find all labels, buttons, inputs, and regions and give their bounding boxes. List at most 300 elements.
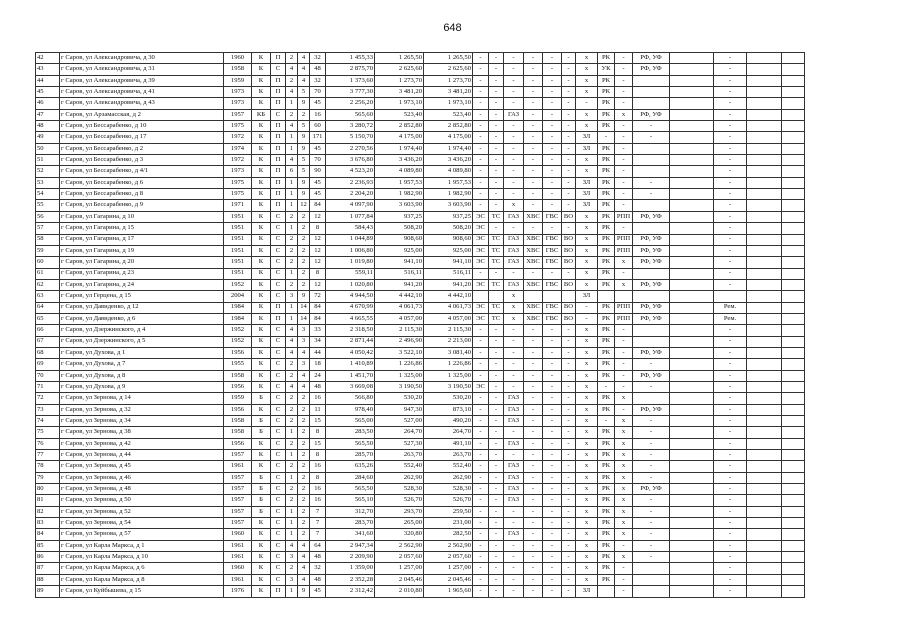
table-cell: г Саров, ул Зернова, д 52 xyxy=(60,506,224,517)
table-cell xyxy=(670,64,714,75)
table-cell: 46 xyxy=(36,98,60,109)
table-row xyxy=(36,347,805,358)
table-cell: 2 xyxy=(286,393,298,404)
table-cell: ГАЗ xyxy=(504,416,524,427)
table-cell: 69 xyxy=(36,359,60,370)
table-cell: РК xyxy=(598,393,615,404)
table-cell: - xyxy=(543,540,562,551)
table-cell: г Саров, ул Бессарабенко, д 4/1 xyxy=(60,166,224,177)
table-cell: 2 xyxy=(286,438,298,449)
table-cell: - xyxy=(543,586,562,597)
table-cell: 4 xyxy=(286,64,298,75)
table-cell: - xyxy=(714,121,747,132)
table-cell: РК xyxy=(598,574,615,585)
table-cell: РФ, УФ xyxy=(633,257,670,268)
table-cell: 566,80 xyxy=(326,393,375,404)
table-cell xyxy=(598,291,615,302)
table-cell: РК xyxy=(598,506,615,517)
table-cell: 56 xyxy=(36,211,60,222)
table-cell xyxy=(473,291,489,302)
table-cell: - xyxy=(615,132,633,143)
table-cell: г Саров, ул Бессарабенко, д 3 xyxy=(60,155,224,166)
table-cell: - xyxy=(615,359,633,370)
table-cell: 1 xyxy=(286,506,298,517)
table-cell: - xyxy=(714,540,747,551)
table-cell xyxy=(747,143,782,154)
table-cell: - xyxy=(524,370,543,381)
table-cell: г Саров, ул Зернова, д 42 xyxy=(60,438,224,449)
table-cell: 873,10 xyxy=(424,404,473,415)
table-cell: 5 xyxy=(298,166,310,177)
table-cell xyxy=(782,393,805,404)
table-cell: Б xyxy=(252,393,271,404)
table-cell: х xyxy=(615,461,633,472)
table-cell: 2 318,50 xyxy=(326,325,375,336)
table-cell xyxy=(670,245,714,256)
table-row xyxy=(36,540,805,551)
table-cell: - xyxy=(524,200,543,211)
table-cell: 48 xyxy=(310,381,326,392)
table-cell: 530,20 xyxy=(375,393,424,404)
table-cell: - xyxy=(489,143,504,154)
table-cell: 2 625,60 xyxy=(375,64,424,75)
table-cell: - xyxy=(489,461,504,472)
table-cell: 70 xyxy=(310,155,326,166)
table-cell xyxy=(782,109,805,120)
table-cell xyxy=(782,121,805,132)
table-cell: 2 xyxy=(298,211,310,222)
table-cell: РК xyxy=(598,484,615,495)
table-cell xyxy=(782,279,805,290)
table-cell: РК xyxy=(598,223,615,234)
table-cell: - xyxy=(489,75,504,86)
table-cell: 1 xyxy=(286,302,298,313)
table-cell: К xyxy=(252,438,271,449)
table-cell: РК xyxy=(598,540,615,551)
table-cell: - xyxy=(714,279,747,290)
table-cell: 4 xyxy=(286,87,298,98)
table-cell: - xyxy=(714,506,747,517)
table-cell: - xyxy=(524,155,543,166)
table-cell: 4 061,73 xyxy=(424,302,473,313)
table-cell: 283,70 xyxy=(326,518,375,529)
table-cell: 3 522,10 xyxy=(375,347,424,358)
table-cell: - xyxy=(473,177,489,188)
table-cell: - xyxy=(562,518,576,529)
table-cell: г Саров, ул Духова, д 9 xyxy=(60,381,224,392)
table-cell: х xyxy=(576,336,598,347)
table-cell xyxy=(747,177,782,188)
table-cell: П xyxy=(271,53,286,64)
table-cell: С xyxy=(271,450,286,461)
table-cell: С xyxy=(271,347,286,358)
table-cell: х xyxy=(615,472,633,483)
table-cell: 42 xyxy=(36,53,60,64)
table-cell: РК xyxy=(598,347,615,358)
table-cell: 12 xyxy=(310,211,326,222)
table-cell: - xyxy=(615,223,633,234)
table-cell xyxy=(633,87,670,98)
table-cell: 2 312,42 xyxy=(326,586,375,597)
table-cell xyxy=(747,586,782,597)
table-cell: 48 xyxy=(310,552,326,563)
table-cell: 15 xyxy=(310,416,326,427)
table-cell: х xyxy=(576,484,598,495)
table-cell: - xyxy=(489,223,504,234)
table-cell: ЭС xyxy=(473,245,489,256)
table-cell: 1959 xyxy=(224,75,252,86)
table-cell: - xyxy=(543,189,562,200)
table-cell: - xyxy=(562,574,576,585)
table-cell: К xyxy=(252,155,271,166)
table-cell: РПП xyxy=(615,245,633,256)
table-cell: г Саров, ул Карла Маркса, д 10 xyxy=(60,552,224,563)
table-cell: 1975 xyxy=(224,189,252,200)
table-cell: - xyxy=(489,347,504,358)
table-cell: 1975 xyxy=(224,121,252,132)
table-cell: 1 325,00 xyxy=(424,370,473,381)
table-cell: С xyxy=(271,484,286,495)
table-cell: г Саров, ул Давиденко, д 6 xyxy=(60,313,224,324)
table-cell: К xyxy=(252,450,271,461)
table-cell: П xyxy=(271,132,286,143)
table-cell: 264,70 xyxy=(375,427,424,438)
table-row xyxy=(36,416,805,427)
table-cell: х xyxy=(615,552,633,563)
table-cell: х xyxy=(615,484,633,495)
table-cell xyxy=(670,484,714,495)
table-row xyxy=(36,438,805,449)
table-cell: г Саров, ул Дзержинского, д 4 xyxy=(60,325,224,336)
table-cell: - xyxy=(524,404,543,415)
table-cell xyxy=(782,359,805,370)
table-cell xyxy=(670,540,714,551)
table-cell: 2 045,46 xyxy=(424,574,473,585)
table-cell xyxy=(670,370,714,381)
table-cell xyxy=(615,291,633,302)
table-cell: - xyxy=(543,484,562,495)
table-cell: - xyxy=(543,381,562,392)
table-cell: - xyxy=(524,359,543,370)
table-cell: С xyxy=(271,245,286,256)
table-cell xyxy=(747,438,782,449)
table-cell: 9 xyxy=(298,189,310,200)
table-cell: г Саров, ул Гагарина, д 20 xyxy=(60,257,224,268)
table-cell: х xyxy=(615,438,633,449)
table-cell: С xyxy=(271,506,286,517)
table-cell: - xyxy=(524,166,543,177)
table-cell: х xyxy=(576,234,598,245)
page-number: 648 xyxy=(443,22,462,34)
table-cell: - xyxy=(543,427,562,438)
table-row xyxy=(36,518,805,529)
table-cell: 16 xyxy=(310,109,326,120)
table-cell: ГАЗ xyxy=(504,484,524,495)
table-cell xyxy=(747,404,782,415)
table-cell: 1960 xyxy=(224,563,252,574)
table-cell: - xyxy=(473,586,489,597)
table-cell: С xyxy=(271,291,286,302)
table-cell: - xyxy=(543,506,562,517)
table-cell: РК xyxy=(598,495,615,506)
table-cell: РФ, УФ xyxy=(633,370,670,381)
table-cell: - xyxy=(543,552,562,563)
table-cell: 284,60 xyxy=(326,472,375,483)
table-cell: - xyxy=(714,574,747,585)
table-cell: РК xyxy=(598,370,615,381)
table-cell: - xyxy=(562,75,576,86)
table-cell: ТС xyxy=(489,234,504,245)
table-cell: - xyxy=(524,109,543,120)
table-cell: - xyxy=(615,347,633,358)
table-cell: х xyxy=(576,257,598,268)
table-cell: - xyxy=(489,472,504,483)
table-cell: 5 150,70 xyxy=(326,132,375,143)
table-cell: - xyxy=(473,450,489,461)
table-cell xyxy=(782,540,805,551)
table-cell: 5 xyxy=(298,87,310,98)
table-cell: 947,30 xyxy=(375,404,424,415)
table-cell: ВО xyxy=(562,313,576,324)
table-cell: 83 xyxy=(36,518,60,529)
table-cell: 2 xyxy=(286,461,298,472)
table-cell: - xyxy=(615,98,633,109)
table-cell xyxy=(747,64,782,75)
table-cell xyxy=(747,450,782,461)
table-cell: П xyxy=(271,313,286,324)
table-cell: г Саров, ул Бессарабенко, д 9 xyxy=(60,200,224,211)
table-cell: 1 973,10 xyxy=(375,98,424,109)
table-cell: - xyxy=(714,529,747,540)
table-cell: ГАЗ xyxy=(504,234,524,245)
table-cell: П xyxy=(271,302,286,313)
table-cell: 2 204,20 xyxy=(326,189,375,200)
table-cell: ЗЛ xyxy=(576,189,598,200)
table-cell: 635,26 xyxy=(326,461,375,472)
table-cell: 3 xyxy=(286,574,298,585)
table-cell: - xyxy=(504,563,524,574)
table-cell: 1960 xyxy=(224,53,252,64)
table-cell: - xyxy=(524,64,543,75)
table-cell: Б xyxy=(252,416,271,427)
table-cell: 1 077,84 xyxy=(326,211,375,222)
table-cell: - xyxy=(504,586,524,597)
table-cell: г Саров, ул Зернова, д 14 xyxy=(60,393,224,404)
table-cell: х xyxy=(504,302,524,313)
table-cell xyxy=(670,506,714,517)
table-cell xyxy=(670,313,714,324)
table-cell: 71 xyxy=(36,381,60,392)
table-cell xyxy=(670,223,714,234)
table-cell: 1 982,90 xyxy=(424,189,473,200)
table-cell: - xyxy=(543,75,562,86)
table-cell xyxy=(633,563,670,574)
table-cell: х xyxy=(576,552,598,563)
table-cell xyxy=(782,472,805,483)
table-cell: 262,90 xyxy=(375,472,424,483)
table-row xyxy=(36,529,805,540)
table-cell: х xyxy=(576,279,598,290)
table-cell xyxy=(782,427,805,438)
table-cell: - xyxy=(504,381,524,392)
table-cell xyxy=(747,291,782,302)
table-cell xyxy=(747,279,782,290)
table-cell: РК xyxy=(598,279,615,290)
table-cell: - xyxy=(524,177,543,188)
table-cell: - xyxy=(714,109,747,120)
table-cell: 70 xyxy=(36,370,60,381)
table-row xyxy=(36,552,805,563)
table-cell: ГВС xyxy=(543,245,562,256)
table-cell: - xyxy=(473,121,489,132)
table-cell: РК xyxy=(598,268,615,279)
table-row xyxy=(36,291,805,302)
table-cell: К xyxy=(252,461,271,472)
table-cell xyxy=(747,518,782,529)
table-cell: - xyxy=(714,325,747,336)
table-cell: П xyxy=(271,189,286,200)
table-cell: г Саров, ул Гагарина, д 23 xyxy=(60,268,224,279)
table-cell: - xyxy=(543,166,562,177)
table-cell: ТС xyxy=(489,313,504,324)
table-cell: 4 xyxy=(286,121,298,132)
table-cell: - xyxy=(562,461,576,472)
table-cell: 1951 xyxy=(224,234,252,245)
table-cell: - xyxy=(524,450,543,461)
table-cell: - xyxy=(562,132,576,143)
table-cell: С xyxy=(271,563,286,574)
table-cell: 1 325,00 xyxy=(375,370,424,381)
table-cell xyxy=(747,563,782,574)
table-cell xyxy=(633,336,670,347)
table-cell: 1 973,10 xyxy=(424,98,473,109)
table-row xyxy=(36,484,805,495)
table-cell: ГВС xyxy=(543,302,562,313)
table-cell: 552,40 xyxy=(375,461,424,472)
table-cell: г Саров, ул Бессарабенко, д 10 xyxy=(60,121,224,132)
table-cell: ГВС xyxy=(543,234,562,245)
table-cell: 2 xyxy=(298,404,310,415)
table-cell: - xyxy=(714,484,747,495)
table-cell: - xyxy=(714,438,747,449)
table-cell: 1984 xyxy=(224,313,252,324)
table-cell: РПП xyxy=(615,302,633,313)
table-cell: - xyxy=(524,121,543,132)
table-cell: 1 257,00 xyxy=(375,563,424,574)
table-cell: РК xyxy=(598,53,615,64)
table-cell: - xyxy=(633,518,670,529)
table-cell: Б xyxy=(252,506,271,517)
table-cell: х xyxy=(576,109,598,120)
table-cell: П xyxy=(271,166,286,177)
table-cell: 1972 xyxy=(224,155,252,166)
table-cell: - xyxy=(524,325,543,336)
table-cell: - xyxy=(562,325,576,336)
table-cell: г Саров, ул Арзамасская, д 2 xyxy=(60,109,224,120)
table-cell: - xyxy=(562,155,576,166)
table-cell: 1961 xyxy=(224,552,252,563)
table-cell: х xyxy=(576,381,598,392)
table-cell xyxy=(782,370,805,381)
table-cell: 4 442,10 xyxy=(375,291,424,302)
table-cell: - xyxy=(714,552,747,563)
table-cell: П xyxy=(271,121,286,132)
table-cell: 51 xyxy=(36,155,60,166)
table-cell: Б xyxy=(252,484,271,495)
table-cell: 2 xyxy=(286,404,298,415)
table-cell: 2 xyxy=(298,393,310,404)
table-cell: К xyxy=(252,132,271,143)
table-cell: - xyxy=(489,529,504,540)
table-cell: К xyxy=(252,143,271,154)
table-cell: - xyxy=(714,132,747,143)
table-cell xyxy=(670,325,714,336)
table-cell xyxy=(670,302,714,313)
table-cell: 1971 xyxy=(224,200,252,211)
table-cell: х xyxy=(576,416,598,427)
table-cell: 341,60 xyxy=(326,529,375,540)
table-cell: - xyxy=(598,416,615,427)
table-cell: РК xyxy=(598,302,615,313)
table-cell: - xyxy=(714,427,747,438)
table-cell: 526,70 xyxy=(424,495,473,506)
table-cell: - xyxy=(543,98,562,109)
table-cell: 1 965,60 xyxy=(424,586,473,597)
table-cell: 59 xyxy=(36,245,60,256)
table-row xyxy=(36,257,805,268)
table-cell: - xyxy=(562,53,576,64)
table-cell: 15 xyxy=(310,438,326,449)
table-cell: - xyxy=(714,53,747,64)
table-cell: г Саров, ул Гагарина, д 19 xyxy=(60,245,224,256)
table-cell: - xyxy=(489,586,504,597)
table-cell: 937,25 xyxy=(424,211,473,222)
table-cell: С xyxy=(271,472,286,483)
table-cell xyxy=(670,359,714,370)
table-cell: 80 xyxy=(36,484,60,495)
table-cell: - xyxy=(714,586,747,597)
table-cell: г Саров, ул Бессарабенко, д 17 xyxy=(60,132,224,143)
table-cell: 3 481,20 xyxy=(424,87,473,98)
table-cell: 1 974,40 xyxy=(375,143,424,154)
table-cell: РК xyxy=(598,518,615,529)
table-cell: - xyxy=(504,450,524,461)
table-cell: 2 852,80 xyxy=(424,121,473,132)
table-cell: 1958 xyxy=(224,370,252,381)
table-cell: 2 xyxy=(298,416,310,427)
table-cell: х xyxy=(576,574,598,585)
table-cell: - xyxy=(524,506,543,517)
table-cell: 1 xyxy=(286,132,298,143)
table-cell: - xyxy=(473,132,489,143)
table-cell: - xyxy=(524,574,543,585)
table-cell xyxy=(562,291,576,302)
table-cell xyxy=(747,427,782,438)
table-cell: х xyxy=(576,64,598,75)
table-cell: г Саров, ул Зернова, д 44 xyxy=(60,450,224,461)
table-cell: - xyxy=(489,450,504,461)
table-cell xyxy=(747,347,782,358)
table-cell: - xyxy=(504,121,524,132)
table-cell: 9 xyxy=(298,177,310,188)
table-cell: - xyxy=(633,506,670,517)
table-cell: 1 xyxy=(286,268,298,279)
table-cell: - xyxy=(615,166,633,177)
table-cell: - xyxy=(504,189,524,200)
table-row xyxy=(36,189,805,200)
table-cell: 1958 xyxy=(224,427,252,438)
table-cell: К xyxy=(252,313,271,324)
